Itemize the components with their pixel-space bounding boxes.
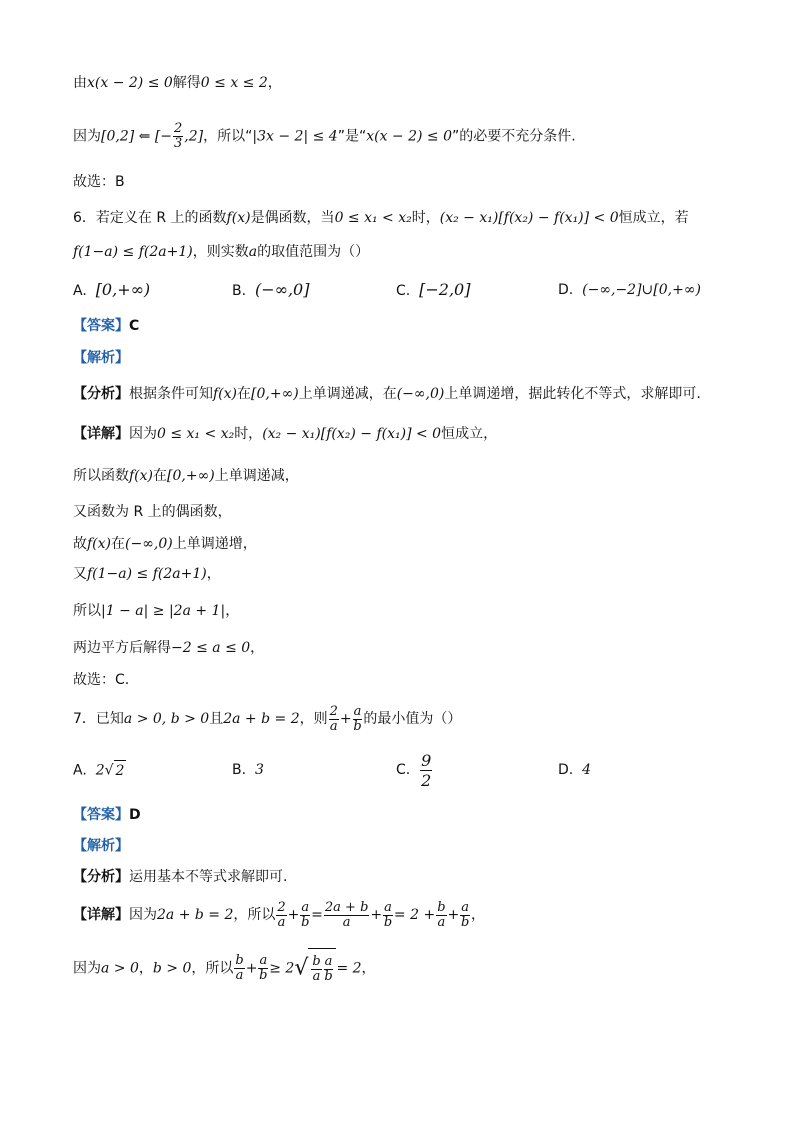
- denominator: b: [353, 718, 362, 734]
- text: 恒成立，: [441, 426, 498, 442]
- q7-option-d: [558, 760, 591, 780]
- q6-xiangjie: [73, 424, 497, 444]
- option-value: 3: [254, 762, 264, 778]
- text: ，: [267, 75, 282, 91]
- text: 上单调递减，: [214, 468, 299, 484]
- text: 运用基本不等式求解即可.: [129, 869, 288, 885]
- option-b: [232, 280, 309, 301]
- q6-fenxi: [73, 384, 701, 404]
- math: a: [248, 244, 258, 260]
- q7-option-b: [232, 760, 264, 780]
- fraction: [324, 955, 334, 984]
- text: 故: [73, 536, 87, 552]
- fraction: [311, 955, 321, 984]
- option-d: [558, 280, 701, 300]
- math: (−∞,0): [396, 386, 445, 402]
- math: f(x): [87, 536, 112, 552]
- numerator: b: [235, 953, 244, 968]
- math: 0 ≤ x ≤ 2: [200, 75, 268, 91]
- answer-tag: 【答案】: [73, 807, 129, 823]
- math: a > 0: [101, 960, 139, 977]
- option-a: [73, 280, 150, 301]
- q6-step-5: [73, 601, 239, 621]
- text: 在: [237, 386, 252, 402]
- option-value: [−2,0]: [419, 280, 471, 299]
- option-value: (−∞,0]: [254, 280, 310, 299]
- fraction: [420, 751, 432, 790]
- plus: +: [245, 960, 258, 977]
- q6-step-3: [73, 534, 257, 554]
- equals: =: [311, 907, 323, 923]
- q7-fenxi: [73, 867, 287, 887]
- option-label: B.: [232, 283, 247, 299]
- option-value: (−∞,−2]∪[0,+∞): [582, 282, 701, 298]
- answer-tag: 【答案】: [73, 318, 129, 334]
- math: f(x): [213, 386, 238, 402]
- fraction: [173, 122, 183, 151]
- solution-line-2: [73, 122, 576, 151]
- text: ，所以“: [203, 128, 253, 145]
- denominator: a: [342, 914, 351, 930]
- text: 恒成立，若: [618, 210, 689, 226]
- plus: +: [287, 907, 300, 923]
- text: ”的必要不充分条件.: [452, 128, 576, 145]
- fraction: [300, 901, 310, 930]
- text: 6．若定义在 R 上的函数: [73, 210, 227, 226]
- text: 上单调递增，: [172, 536, 257, 552]
- sqrt-icon: √: [294, 955, 309, 981]
- q6-jiexi: [73, 348, 129, 368]
- text: ，: [361, 960, 376, 977]
- fraction: [353, 705, 363, 734]
- math: b > 0: [152, 960, 192, 977]
- option-label: A.: [73, 283, 87, 299]
- q7-step-2: [73, 948, 376, 989]
- math: ≥ 2: [269, 960, 295, 977]
- math: (−∞,0): [125, 536, 173, 552]
- text: 是偶函数，当: [250, 210, 335, 226]
- fraction: [258, 954, 268, 983]
- option-c: [396, 280, 470, 301]
- option-label: D.: [558, 762, 574, 778]
- text: 所以函数: [73, 468, 129, 484]
- text: 时，: [411, 210, 440, 226]
- math: f(x): [226, 210, 251, 226]
- answer-value: D: [129, 807, 141, 823]
- plus: +: [447, 907, 460, 923]
- option-label: C.: [396, 762, 411, 778]
- math: x(x − 2) ≤ 0: [87, 75, 173, 91]
- q7-option-c: [396, 748, 433, 792]
- math: 0 ≤ x₁ < x₂: [157, 426, 235, 442]
- numerator: 2: [329, 703, 338, 719]
- question-6: [73, 208, 689, 228]
- text: 的最小值为（）: [363, 711, 462, 727]
- option-label: D.: [558, 282, 574, 298]
- math: = 2: [336, 960, 362, 977]
- sqrt-icon: √: [104, 762, 114, 779]
- sqrt-radicand: 2: [114, 760, 127, 781]
- text: 解得: [172, 75, 201, 91]
- denominator: a: [437, 914, 446, 930]
- text: 因为: [73, 128, 101, 145]
- denominator: a: [329, 718, 338, 734]
- math: |1 − a| ≥ |2a + 1|: [101, 603, 226, 619]
- q7-jiexi: [73, 836, 129, 856]
- math: (x₂ − x₁)[f(x₂) − f(x₁)] < 0: [439, 210, 619, 226]
- numerator: 9: [421, 750, 432, 770]
- numerator: a: [384, 899, 392, 915]
- math: f(x): [129, 468, 154, 484]
- option-label: B.: [232, 762, 247, 778]
- fraction: [234, 954, 244, 983]
- text: ，所以: [191, 960, 234, 977]
- text: ，所以: [233, 907, 276, 923]
- plus: +: [339, 711, 352, 727]
- text: 两边平方后解得: [73, 640, 171, 656]
- math: 2a + b = 2: [223, 711, 300, 727]
- denominator: b: [383, 914, 393, 930]
- text: ，: [250, 640, 265, 656]
- text: ，: [225, 603, 240, 619]
- option-label: C.: [396, 283, 411, 299]
- fraction: [383, 901, 393, 930]
- text: 且: [209, 711, 224, 727]
- numerator: a: [461, 899, 470, 915]
- text: ，: [138, 960, 153, 977]
- answer-value: C: [129, 318, 140, 334]
- xiangjie-tag: 【详解】: [73, 426, 129, 442]
- numerator: 2: [277, 899, 286, 915]
- numerator: 2: [174, 121, 183, 136]
- text: 因为: [129, 907, 157, 923]
- numerator: a: [353, 703, 362, 719]
- math: −2 ≤ a ≤ 0: [171, 640, 251, 656]
- solution-line-1: [73, 73, 282, 93]
- text: 7．已知: [73, 711, 124, 727]
- option-value: 4: [582, 762, 592, 778]
- math: f(1−a) ≤ f(2a+1): [87, 566, 207, 582]
- math: |3x − 2| ≤ 4: [252, 128, 338, 145]
- fraction: [329, 705, 339, 734]
- text: 根据条件可知: [129, 386, 213, 402]
- option-label: A.: [73, 762, 87, 779]
- math: = 2 +: [393, 907, 436, 923]
- fraction: [460, 901, 470, 930]
- text: 因为: [129, 426, 157, 442]
- math: a > 0, b > 0: [123, 711, 210, 727]
- text: 时，: [234, 426, 263, 442]
- math: f(1−a) ≤ f(2a+1): [73, 244, 193, 260]
- question-7: [73, 704, 461, 734]
- jiexi-tag: 【解析】: [73, 838, 129, 854]
- text: ，: [471, 907, 486, 923]
- text: 上单调递减，在: [298, 386, 397, 402]
- text: 在: [153, 468, 168, 484]
- q6-answer: [73, 316, 139, 336]
- math: [0,+∞): [167, 468, 215, 484]
- numerator: b: [437, 899, 446, 915]
- math: ,2]: [184, 128, 204, 145]
- text: ，则: [299, 711, 328, 727]
- sqrt-radicand: [308, 948, 336, 989]
- numerator: a: [301, 899, 310, 915]
- text: ”是“: [337, 128, 367, 145]
- math: x(x − 2) ≤ 0: [366, 128, 453, 145]
- text: 所以: [73, 603, 101, 619]
- q7-option-a: [73, 760, 126, 781]
- text: 因为: [73, 960, 101, 977]
- option-value: [0,+∞): [95, 280, 151, 299]
- denominator: 3: [174, 136, 183, 151]
- denominator: b: [324, 968, 333, 984]
- denominator: a: [312, 968, 321, 984]
- text: 由: [73, 75, 87, 91]
- text: 的取值范围为（）: [257, 244, 370, 260]
- q6-step-4: [73, 564, 221, 584]
- math: (x₂ − x₁)[f(x₂) − f(x₁)] < 0: [262, 426, 442, 442]
- text: 上单调递增，据此转化不等式，求解即可.: [444, 386, 701, 402]
- numerator: b: [312, 953, 321, 969]
- plus: +: [370, 907, 383, 923]
- fraction: [436, 901, 446, 930]
- q7-xiangjie: [73, 898, 485, 932]
- text: ，: [206, 566, 221, 582]
- q7-answer: [73, 805, 141, 825]
- fraction: [324, 901, 370, 930]
- denominator: 2: [421, 770, 432, 790]
- question-6-cont: [73, 242, 369, 262]
- text: ，则实数: [192, 244, 249, 260]
- numerator: a: [259, 953, 268, 968]
- numerator: 2a + b: [324, 899, 369, 915]
- jiexi-tag: 【解析】: [73, 350, 129, 366]
- numerator: a: [324, 953, 333, 969]
- fraction: [276, 901, 286, 930]
- option-coefficient: 2: [95, 762, 105, 779]
- q6-step-6: [73, 638, 264, 658]
- xiangjie-tag: 【详解】: [73, 907, 129, 923]
- math: [0,+∞): [251, 386, 299, 402]
- q6-conclusion: 故选：C.: [73, 672, 130, 688]
- math: 0 ≤ x₁ < x₂: [334, 210, 412, 226]
- denominator: b: [301, 914, 310, 930]
- q6-step-1: [73, 466, 299, 486]
- math: [0,2] ⇐ [−: [101, 128, 173, 145]
- q6-step-2: 又函数为 R 上的偶函数，: [73, 504, 232, 520]
- denominator: b: [460, 914, 470, 930]
- fenxi-tag: 【分析】: [73, 869, 129, 885]
- text: 在: [111, 536, 126, 552]
- answer-choice-line: 故选：B: [73, 174, 125, 190]
- denominator: a: [235, 968, 244, 983]
- denominator: a: [277, 914, 286, 930]
- denominator: b: [259, 968, 268, 983]
- fenxi-tag: 【分析】: [73, 386, 129, 402]
- math: 2a + b = 2: [157, 907, 234, 923]
- text: 又: [73, 566, 87, 582]
